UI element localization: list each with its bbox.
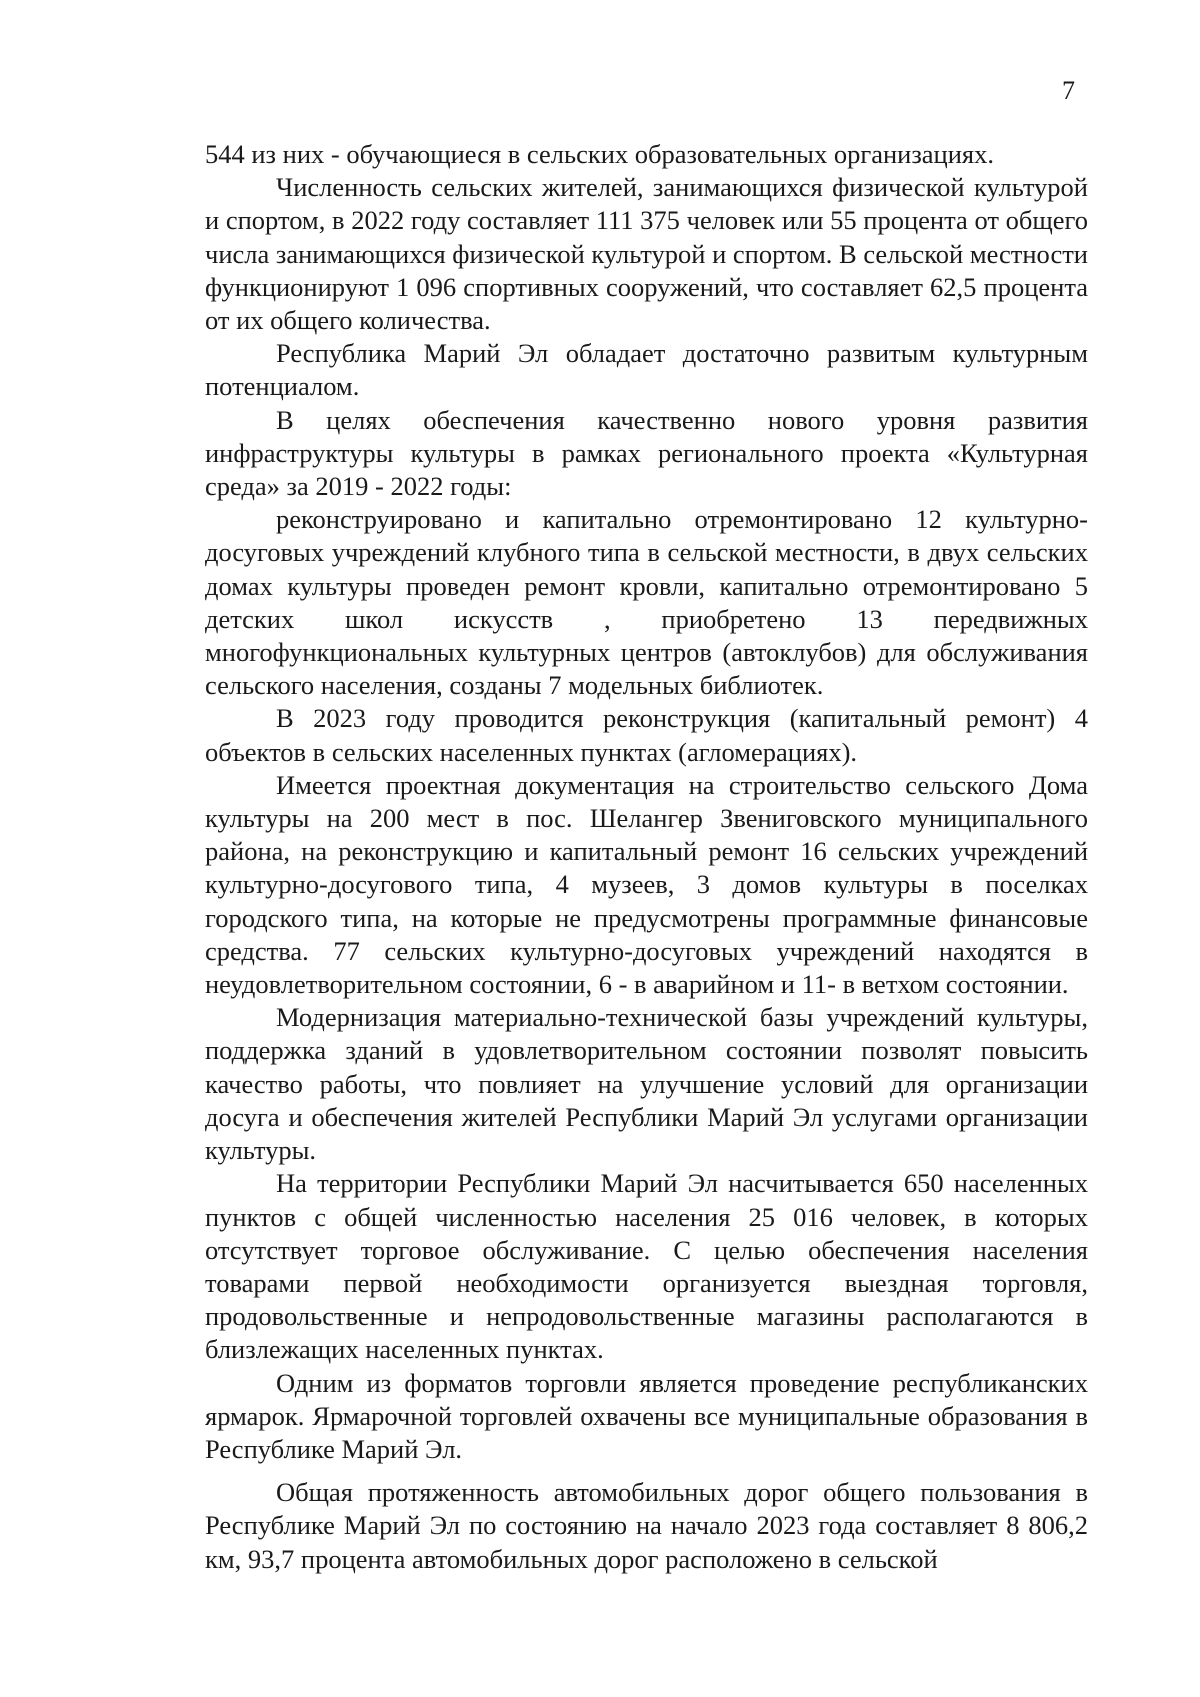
paragraph-10: Одним из форматов торговли является проведение республиканских ярмарок. Ярмарочной торговлей охвачены все муниципальные образования в Республике Марий Эл. <box>205 1367 1088 1464</box>
paragraph-7: Имеется проектная документация на строительство сельского Дома культуры на 200 мест в пос. Шелангер Звениговского муниципального района, на реконструкцию и капитальный ремонт 16 сельских учреждений культурно-досугового типа, 4 музеев, 3 домов культуры в поселках городского типа, на которые не предусмотрены программные финансовые средства. 77 сельских культурно-досуговых учреждений находятся в неудовлетворительном состоянии, 6 - в аварийном и 11- в ветхом состоянии. <box>205 769 1088 1000</box>
paragraph-8: Модернизация материально-технической базы учреждений культуры, поддержка зданий в удовлетворительном состоянии позволят повысить качество работы, что повлияет на улучшение условий для организации досуга и обеспечения жителей Республики Марий Эл услугами организации культуры. <box>205 1002 1088 1166</box>
paragraph-2: Численность сельских жителей, занимающихся физической культурой и спортом, в 2022 году составляет 111 375 человек или 55 процента от общего числа занимающихся физической культурой и спортом. В сельской местности функционируют 1 096 спортивных сооружений, что составляет 62,5 процента от их общего количества. <box>205 172 1088 336</box>
paragraph-4: В целях обеспечения качественно нового уровня развития инфраструктуры культуры в рамках регионального проекта «Культурная среда» за 2019 - 2022 годы: <box>205 404 1088 502</box>
paragraph-11: Общая протяженность автомобильных дорог общего пользования в Республике Марий Эл по состоянию на начало 2023 года составляет 8 806,2 км, 93,7 процента автомобильных дорог расположено в сельской <box>205 1477 1088 1574</box>
paragraph-9: На территории Республики Марий Эл насчитывается 650 населенных пунктов с общей численностью населения 25 016 человек, в которых отсутствует торговое обслуживание. С целью обеспечения населения товарами первой необходимости организуется выездная торговля, продовольственные и непродовольственные магазины располагаются в близлежащих населенных пунктах. <box>205 1168 1088 1365</box>
page-number: 7 <box>1062 76 1075 105</box>
paragraph-5: реконструировано и капитально отремонтировано 12 культурно-досуговых учреждений клубного типа в сельской местности, в двух сельских домах культуры проведен ремонт кровли, капитально отремонтировано 5 детских школ искусств , приобретено 13 передвижных многофункциональных культурных центров (автоклубов) для обслуживания сельского населения, созданы 7 модельных библиотек. <box>205 504 1088 701</box>
paragraph-6: В 2023 году проводится реконструкция (капитальный ремонт) 4 объектов в сельских населенных пунктах (агломерациях). <box>205 703 1088 767</box>
paragraph-3: Республика Марий Эл обладает достаточно развитым культурным потенциалом. <box>205 338 1088 402</box>
document-body <box>205 138 1088 1576</box>
paragraph-1: 544 из них - обучающиеся в сельских образовательных организациях. <box>205 139 994 169</box>
